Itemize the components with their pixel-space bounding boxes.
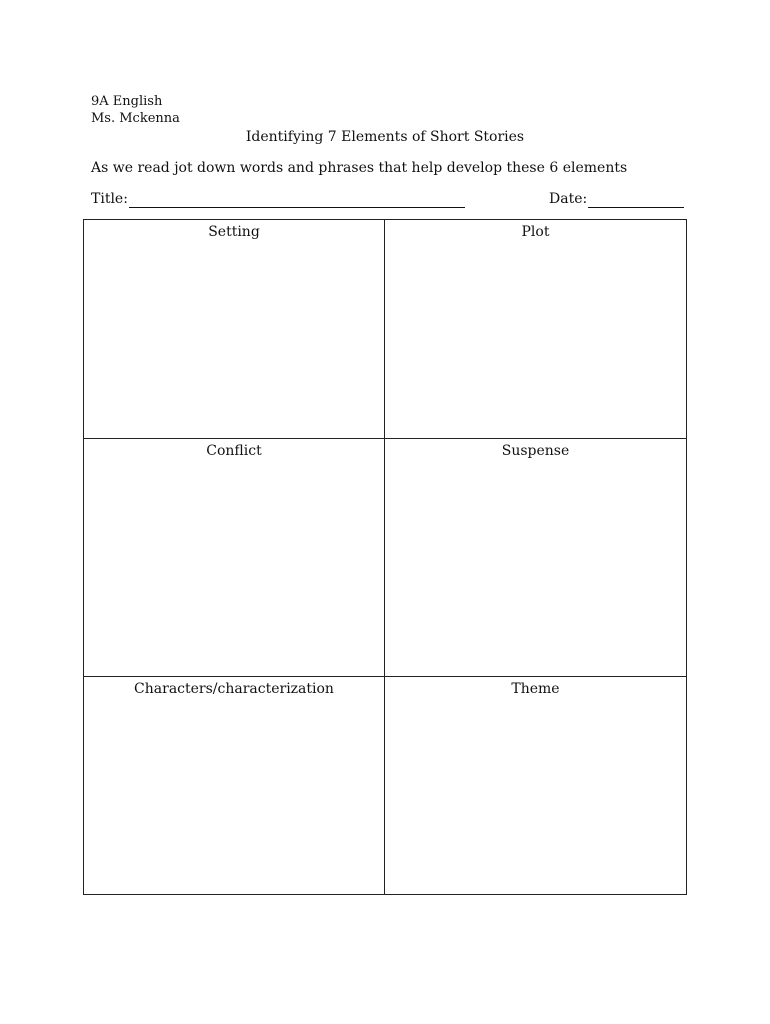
date-blank-line[interactable] [588,193,684,208]
teacher-name: Ms. Mckenna [91,111,180,126]
characters-label: Characters/characterization [134,681,334,697]
setting-cell[interactable] [84,220,385,439]
title-field [91,190,465,208]
date-label: Date: [549,191,588,207]
plot-cell[interactable] [385,220,686,439]
title-label: Title: [91,191,128,207]
conflict-label: Conflict [206,443,262,459]
elements-grid [83,219,687,895]
title-blank-line[interactable] [129,193,465,208]
setting-label: Setting [208,224,260,240]
worksheet-title: Identifying 7 Elements of Short Stories [245,129,525,145]
instructions-text: As we read jot down words and phrases that help develop these 6 elements [91,160,628,176]
date-field [549,190,684,208]
course-name: 9A English [91,94,163,109]
conflict-cell[interactable] [84,439,385,677]
plot-label: Plot [521,224,550,240]
theme-cell[interactable] [385,677,686,894]
suspense-label: Suspense [501,443,570,459]
theme-label: Theme [511,681,560,697]
suspense-cell[interactable] [385,439,686,677]
characters-cell[interactable] [84,677,385,894]
